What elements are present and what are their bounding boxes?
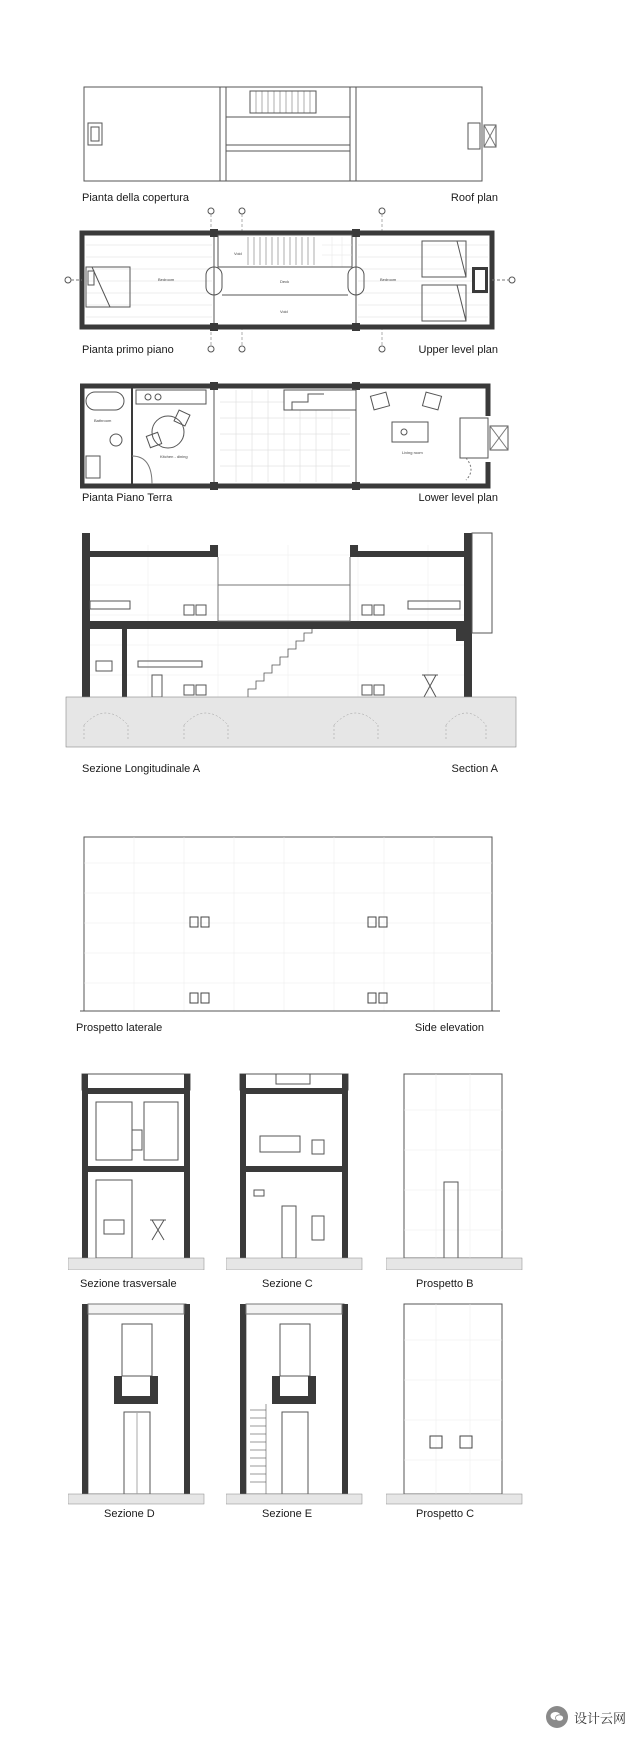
- section-e-drawing: [226, 1300, 366, 1505]
- elevation-c-caption: Prospetto C: [416, 1508, 475, 1520]
- section-d-caption: Sezione D: [104, 1508, 155, 1520]
- side-elevation-caption-it: Prospetto laterale: [76, 1022, 163, 1034]
- section-a-drawing: [62, 525, 532, 750]
- upper-level-caption-it: Pianta primo piano: [82, 344, 174, 356]
- chat-bubble-icon: [546, 1706, 568, 1728]
- section-d-drawing: [68, 1300, 208, 1505]
- upper-level-caption-en: Upper level plan: [418, 344, 498, 356]
- section-a-caption-it: Sezione Longitudinale A: [82, 763, 201, 775]
- section-e-caption: Sezione E: [262, 1508, 313, 1520]
- room-label-void-bottom: Void: [280, 309, 288, 314]
- room-label-bedroom-right: Bedroom: [380, 277, 397, 282]
- roof-plan-caption-it: Pianta della copertura: [82, 192, 190, 204]
- watermark-text: 设计云网: [573, 1710, 626, 1726]
- section-a-caption-en: Section A: [451, 763, 498, 775]
- elevation-b-caption: Prospetto B: [416, 1278, 474, 1290]
- elevation-c-drawing: [386, 1300, 526, 1505]
- lower-level-caption-it: Pianta Piano Terra: [82, 492, 173, 504]
- section-c-drawing: [226, 1070, 366, 1270]
- room-label-bedroom-left: Bedroom: [158, 277, 175, 282]
- side-elevation-caption-en: Side elevation: [414, 1022, 484, 1034]
- roof-plan-caption-en: Roof plan: [450, 192, 498, 204]
- upper-level-plan-drawing: [62, 205, 522, 355]
- room-label-bathroom: Bathroom: [94, 418, 112, 423]
- section-c-caption: Sezione C: [262, 1278, 313, 1290]
- room-label-void-top: Void: [234, 251, 242, 256]
- room-label-kitchen: Kitchen - dining: [160, 454, 188, 459]
- cross-section-drawing: [68, 1070, 208, 1270]
- roof-plan-drawing: [80, 85, 500, 185]
- side-elevation-drawing: [80, 835, 520, 1015]
- watermark: [546, 1706, 626, 1728]
- lower-level-caption-en: Lower level plan: [418, 492, 498, 504]
- elevation-b-drawing: [386, 1070, 526, 1270]
- cross-section-caption: Sezione trasversale: [80, 1278, 177, 1290]
- room-label-deck: Deck: [280, 279, 290, 284]
- room-label-living: Living room: [402, 450, 423, 455]
- lower-level-plan-drawing: [80, 382, 520, 492]
